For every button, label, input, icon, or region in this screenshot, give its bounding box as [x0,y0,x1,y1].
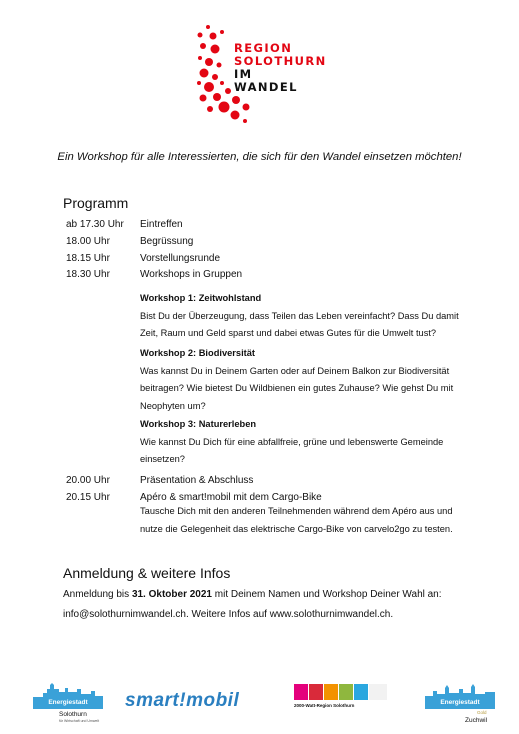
workshop-text: Was kannst Du in Deinem Garten oder auf Deinem Balkon zur Biodiversität beitragen? Wie bietest Du Wildbienen ein gutes Zuhause? Wie gehst Du mit Neophyten um? [140,365,454,411]
anmeldung-deadline: 31. Oktober 2021 [131,589,212,600]
schedule-time: ab 17.30 Uhr [66,219,124,230]
logo-line-wandel: WANDEL [234,80,298,94]
workshop-title: Workshop 1: Zeitwohlstand [140,293,262,303]
logo1-name: Energiestadt [48,699,88,706]
energiestadt-zuchwil-logo [425,683,495,727]
schedule-time: 18.00 Uhr [66,236,110,247]
category-icons [294,684,389,700]
schedule-time: 20.00 Uhr [66,475,110,486]
schedule-label: Eintreffen [140,219,183,230]
workshop-text: Wie kannst Du Dich für eine abfallfreie, grüne und lebenswerte Gemeinde einsetzen? [140,436,444,464]
workshop-3 [140,416,460,469]
tagline: Ein Workshop für alle Interessierten, die sich für den Wandel einsetzen möchten! [57,151,462,163]
anmeldung-text-before: Anmeldung bis [63,589,132,600]
schedule-time: 18.30 Uhr [66,269,110,280]
workshop-title: Workshop 3: Naturerleben [140,419,257,429]
schedule-time: 20.15 Uhr [66,492,110,503]
schedule-label: Präsentation & Abschluss [140,475,254,486]
logo-line-solothurn: SOLOTHURN [234,54,327,68]
schedule-label: Apéro & smart!mobil mit dem Cargo-Bike [140,492,322,503]
energiestadt-solothurn-logo [33,683,103,727]
smartmobil-logo: smart!mobil [125,690,240,711]
workshop-text: Bist Du der Überzeugung, dass Teilen das Leben vereinfacht? Dass Du damit Zeit, Raum und Geld sparst und dabei etwas Gutes für die Umwelt tust? [140,310,459,338]
schedule-label: Vorstellungsrunde [140,253,221,264]
anmeldung-text [63,585,473,624]
anmeldung-text-after: mit Deinem Namen und Workshop Deiner Wahl an: info@solothurnimwandel.ch. Weitere Infos auf www.solothurnimwandel.ch. [63,589,442,620]
schedule-time: 18.15 Uhr [66,253,110,264]
logo1-sub: für Wirtschaft und Umwelt [59,719,100,723]
2000-watt-region-logo [294,684,389,724]
logo1-city: Solothurn [59,711,87,718]
programm-heading: Programm [63,195,129,211]
logo3-title: 2000-Watt-Region Solothurn [294,703,355,708]
logo4-sub: Gold [477,710,487,715]
workshop-2 [140,345,460,415]
logo-line-region: REGION [234,41,293,55]
logo4-city: Zuchwil [465,717,488,724]
closing-text: Tausche Dich mit den anderen Teilnehmenden während dem Apéro aus und nutze die Gelegenheit das elektrische Cargo-Bike von carvelo2go zu testen. [140,506,453,534]
workshop-title: Workshop 2: Biodiversität [140,348,256,358]
schedule-label: Begrüssung [140,236,194,247]
logo4-name: Energiestadt [440,699,480,706]
logo-line-im: IM [234,67,253,81]
workshop-1 [140,290,460,343]
schedule-label: Workshops in Gruppen [140,269,243,280]
logo [195,25,327,125]
anmeldung-heading: Anmeldung & weitere Infos [63,565,231,581]
